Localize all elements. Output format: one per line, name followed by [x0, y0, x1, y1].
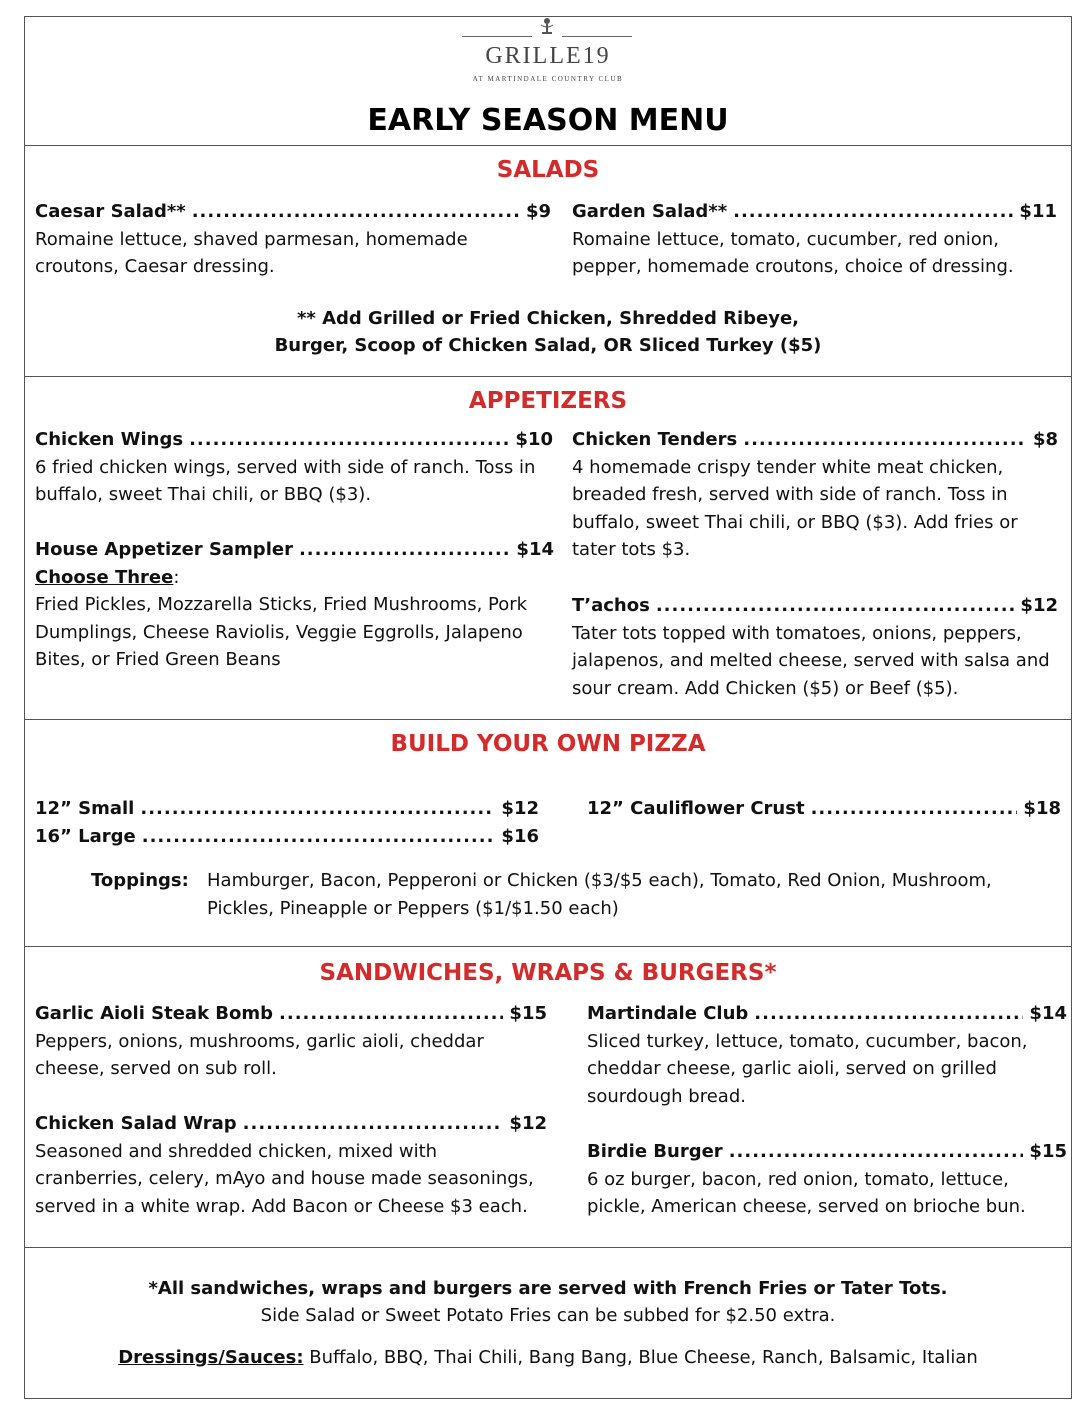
dressings-text: Buffalo, BBQ, Thai Chili, Bang Bang, Blue Cheese, Ranch, Balsamic, Italian	[303, 1347, 978, 1368]
item-name: Chicken Tenders	[572, 429, 738, 450]
item-description: Romaine lettuce, tomato, cucumber, red onion, pepper, homemade croutons, choice of dressing.	[572, 228, 1014, 277]
item-price: $12	[509, 1113, 547, 1134]
menu-item-tachos	[572, 592, 1058, 702]
item-name: Caesar Salad**	[35, 201, 186, 222]
pizza-toppings	[91, 867, 1041, 923]
item-description: Romaine lettuce, shaved parmesan, homemade croutons, Caesar dressing.	[35, 228, 468, 277]
item-price: $11	[1019, 201, 1057, 222]
item-name: 16” Large	[35, 826, 136, 847]
item-description: Sliced turkey, lettuce, tomato, cucumber, bacon, cheddar cheese, garlic aioli, served on grilled sourdough bread.	[587, 1030, 1028, 1107]
item-description: 6 fried chicken wings, served with side of ranch. Toss in buffalo, sweet Thai chili, or BBQ ($3).	[35, 456, 536, 505]
item-name: Birdie Burger	[587, 1141, 723, 1162]
item-name: Chicken Wings	[35, 429, 184, 450]
item-description: Seasoned and shredded chicken, mixed with cranberries, celery, mAyo and house made seasonings, served in a white wrap. Add Bacon or Cheese $3 each.	[35, 1140, 534, 1217]
choose-three-label: Choose Three	[35, 566, 174, 588]
item-name: Martindale Club	[587, 1003, 749, 1024]
dot-leader	[192, 198, 520, 226]
item-description: 6 oz burger, bacon, red onion, tomato, lettuce, pickle, American cheese, served on brioche bun.	[587, 1168, 1026, 1217]
substitution-note: Side Salad or Sweet Potato Fries can be subbed for $2.50 extra.	[260, 1305, 836, 1326]
item-description: Peppers, onions, mushrooms, garlic aioli, cheddar cheese, served on sub roll.	[35, 1030, 484, 1079]
dot-leader	[811, 795, 1018, 823]
divider	[25, 1247, 1071, 1248]
section-title-appetizers: APPETIZERS	[468, 388, 628, 414]
dot-leader	[189, 426, 509, 454]
sides-note: *All sandwiches, wraps and burgers are served with French Fries or Tater Tots.	[148, 1278, 948, 1299]
menu-item-caesar-salad	[35, 198, 551, 281]
item-price: $15	[509, 1003, 547, 1024]
menu-item-martindale-club	[587, 1000, 1067, 1110]
toppings-text: Hamburger, Bacon, Pepperoni or Chicken ($3/$5 each), Tomato, Red Onion, Mushroom, Pickles, Pineapple or Peppers ($1/$1.50 each)	[207, 870, 992, 919]
menu-item-chicken-salad-wrap	[35, 1110, 547, 1220]
item-name: House Appetizer Sampler	[35, 539, 293, 560]
dot-leader	[733, 198, 1013, 226]
item-name: 12” Small	[35, 798, 135, 819]
logo-subtitle: AT MARTINDALE COUNTRY CLUB	[472, 75, 624, 83]
item-name: T’achos	[572, 595, 650, 616]
dot-leader	[142, 823, 496, 851]
logo-divider-left	[462, 36, 532, 37]
item-price: $10	[515, 429, 553, 450]
menu-item-chicken-wings	[35, 426, 553, 509]
menu-item-pizza-cauliflower	[587, 795, 1061, 823]
menu-item-pizza-small	[35, 795, 539, 823]
dot-leader	[279, 1000, 503, 1028]
menu-item-pizza-large	[35, 823, 539, 851]
menu-item-birdie-burger	[587, 1138, 1067, 1221]
dot-leader	[754, 1000, 1023, 1028]
item-price: $12	[501, 798, 539, 819]
item-price: $14	[516, 539, 554, 560]
logo-name: GRILLE19	[485, 43, 611, 69]
item-price: $8	[1032, 429, 1058, 450]
divider	[25, 946, 1071, 947]
dressings-line	[25, 1344, 1071, 1372]
section-title-sandwiches: SANDWICHES, WRAPS & BURGERS*	[319, 960, 777, 986]
dot-leader	[299, 536, 510, 564]
dressings-label: Dressings/Sauces:	[118, 1347, 304, 1368]
item-price: $16	[501, 826, 539, 847]
menu-item-garden-salad	[572, 198, 1057, 281]
divider	[25, 376, 1071, 377]
item-price: $15	[1029, 1141, 1067, 1162]
item-description: Tater tots topped with tomatoes, onions, peppers, jalapenos, and melted cheese, served with salsa and sour cream. Add Chicken ($5) or Beef ($5).	[572, 622, 1050, 699]
item-name: Garlic Aioli Steak Bomb	[35, 1003, 274, 1024]
item-description: 4 homemade crispy tender white meat chicken, breaded fresh, served with side of ranch. Toss in buffalo, sweet Thai chili, or BBQ ($3). Add fries or tater tots $3.	[572, 456, 1018, 560]
salad-addon-note-2: Burger, Scoop of Chicken Salad, OR Sliced Turkey ($5)	[274, 335, 822, 356]
item-price: $18	[1023, 798, 1061, 819]
item-price: $9	[525, 201, 551, 222]
toppings-label: Toppings:	[91, 870, 189, 891]
menu-item-garlic-aioli-steak-bomb	[35, 1000, 547, 1083]
logo	[25, 17, 1071, 97]
section-title-pizza: BUILD YOUR OWN PIZZA	[390, 731, 706, 757]
dot-leader	[729, 1138, 1024, 1166]
dot-leader	[743, 426, 1027, 454]
dot-leader	[243, 1110, 504, 1138]
choose-colon: :	[173, 566, 180, 588]
item-price: $14	[1029, 1003, 1067, 1024]
item-description: Fried Pickles, Mozzarella Sticks, Fried Mushrooms, Pork Dumplings, Cheese Raviolis, Veggie Eggrolls, Jalapeno Bites, or Fried Green Beans	[35, 594, 528, 670]
menu-item-house-appetizer-sampler	[35, 536, 554, 674]
dot-leader	[140, 795, 495, 823]
divider	[25, 145, 1071, 146]
divider	[25, 719, 1071, 720]
salad-addon-note-1: ** Add Grilled or Fried Chicken, Shredded Ribeye,	[296, 308, 799, 329]
menu-item-chicken-tenders	[572, 426, 1058, 564]
item-price: $12	[1020, 595, 1058, 616]
item-name: 12” Cauliflower Crust	[587, 798, 805, 819]
dot-leader	[656, 592, 1015, 620]
section-title-salads: SALADS	[496, 157, 600, 183]
item-name: Garden Salad**	[572, 201, 728, 222]
menu-page	[24, 16, 1072, 1399]
golf-trophy-icon	[537, 17, 557, 37]
logo-divider-right	[562, 36, 632, 37]
page-title: EARLY SEASON MENU	[367, 103, 729, 138]
item-name: Chicken Salad Wrap	[35, 1113, 237, 1134]
